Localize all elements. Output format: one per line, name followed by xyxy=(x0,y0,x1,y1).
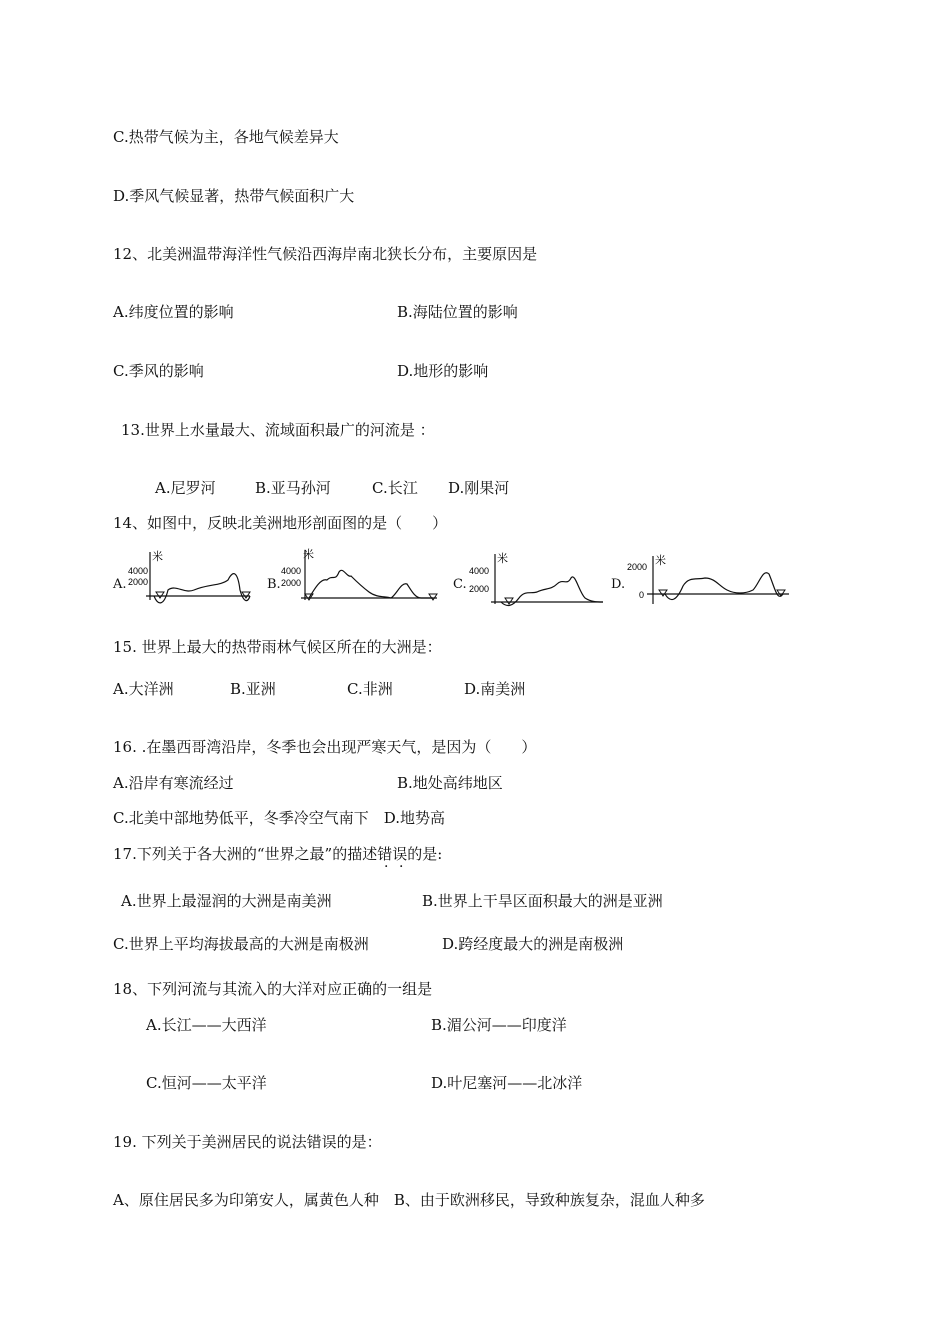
q18-option-d: D.叶尼塞河——北冰洋 xyxy=(431,1074,583,1092)
q15-stem: 15. 世界上最大的热带雨林气候区所在的大洲是： xyxy=(113,638,442,656)
q16-stem: 16. .在墨西哥湾沿岸，冬季也会出现严寒天气，是因为（ ） xyxy=(113,738,537,756)
q16-option-b: B.地处高纬地区 xyxy=(397,774,503,792)
q18-option-a: A.长江——大西洋 xyxy=(146,1016,267,1034)
q12-stem: 12、北美洲温带海洋性气候沿西海岸南北狭长分布，主要原因是 xyxy=(113,245,538,263)
profile-b-diagram xyxy=(281,548,441,610)
profile-a-tick-low: 2000 xyxy=(128,577,149,587)
profile-c-label: C. xyxy=(453,577,467,592)
q19-stem: 19. 下列关于美洲居民的说法错误的是： xyxy=(113,1133,382,1151)
profile-a-diagram xyxy=(128,550,258,612)
q17-stem-post: 的是: xyxy=(407,845,443,863)
profile-d-unit: 米 xyxy=(655,555,666,567)
q13-option-a: A.尼罗河 xyxy=(155,479,216,497)
q15-option-b: B.亚洲 xyxy=(230,680,276,698)
q15-option-a: A.大洋洲 xyxy=(113,680,174,698)
profile-b-tick-low: 2000 xyxy=(281,578,302,588)
profile-b-tick-high: 4000 xyxy=(281,566,302,576)
q13-stem: 13.世界上水量最大、流域面积最广的河流是 ： xyxy=(121,421,435,439)
profile-c-tick-low: 2000 xyxy=(469,584,490,594)
q15-option-d: D.南美洲 xyxy=(464,680,526,698)
q16-option-cd: C.北美中部地势低平，冬季冷空气南下 D.地势高 xyxy=(113,809,445,827)
q12-option-b: B.海陆位置的影响 xyxy=(397,303,518,321)
profile-d-label: D. xyxy=(611,577,626,592)
q13-option-c: C.长江 xyxy=(372,479,418,497)
q12-option-c: C.季风的影响 xyxy=(113,362,204,380)
profile-c-tick-high: 4000 xyxy=(469,566,490,576)
q13-option-b: B.亚马孙河 xyxy=(255,479,331,497)
q18-stem: 18、下列河流与其流入的大洋对应正确的一组是 xyxy=(113,980,433,998)
q17-stem-pre: 17.下列关于各大洲的“世界之最”的描述 xyxy=(113,845,378,863)
profile-b-unit: 米 xyxy=(303,549,314,561)
q17-option-d: D.跨经度最大的洲是南极洲 xyxy=(442,935,624,953)
q17-stem-emph-2: 误 xyxy=(392,845,408,863)
profile-d-tick-high: 2000 xyxy=(627,562,648,572)
q16-option-a: A.沿岸有寒流经过 xyxy=(113,774,234,792)
profile-a-tick-high: 4000 xyxy=(128,566,149,576)
q15-option-c: C.非洲 xyxy=(347,680,393,698)
profile-c-diagram xyxy=(467,552,607,614)
profile-d-diagram xyxy=(625,554,795,616)
profile-a-label: A. xyxy=(113,577,127,592)
q11-option-c: C.热带气候为主，各地气候差异大 xyxy=(113,128,339,146)
profile-d-tick-low: 0 xyxy=(639,590,645,600)
q18-option-c: C.恒河——太平洋 xyxy=(146,1074,267,1092)
profile-c-unit: 米 xyxy=(497,553,508,565)
profile-b-label: B. xyxy=(267,577,281,592)
q17-option-c: C.世界上平均海拔最高的大洲是南极洲 xyxy=(113,935,369,953)
q11-option-d: D.季风气候显著，热带气候面积广大 xyxy=(113,187,355,205)
q14-stem: 14、如图中，反映北美洲地形剖面图的是（ ） xyxy=(113,514,448,532)
q18-option-b: B.湄公河——印度洋 xyxy=(431,1016,567,1034)
q12-option-a: A.纬度位置的影响 xyxy=(113,303,234,321)
q19-option-ab: A、原住居民多为印第安人，属黄色人种 B、由于欧洲移民，导致种族复杂，混血人种多 xyxy=(113,1191,705,1209)
q13-option-d: D.刚果河 xyxy=(448,479,510,497)
q17-option-a: A.世界上最湿润的大洲是南美洲 xyxy=(121,892,332,910)
profile-a-unit: 米 xyxy=(152,551,163,563)
q17-option-b: B.世界上干旱区面积最大的洲是亚洲 xyxy=(422,892,663,910)
q12-option-d: D.地形的影响 xyxy=(397,362,489,380)
q17-stem xyxy=(113,844,442,864)
q17-stem-emph-1: 错 xyxy=(377,845,393,863)
